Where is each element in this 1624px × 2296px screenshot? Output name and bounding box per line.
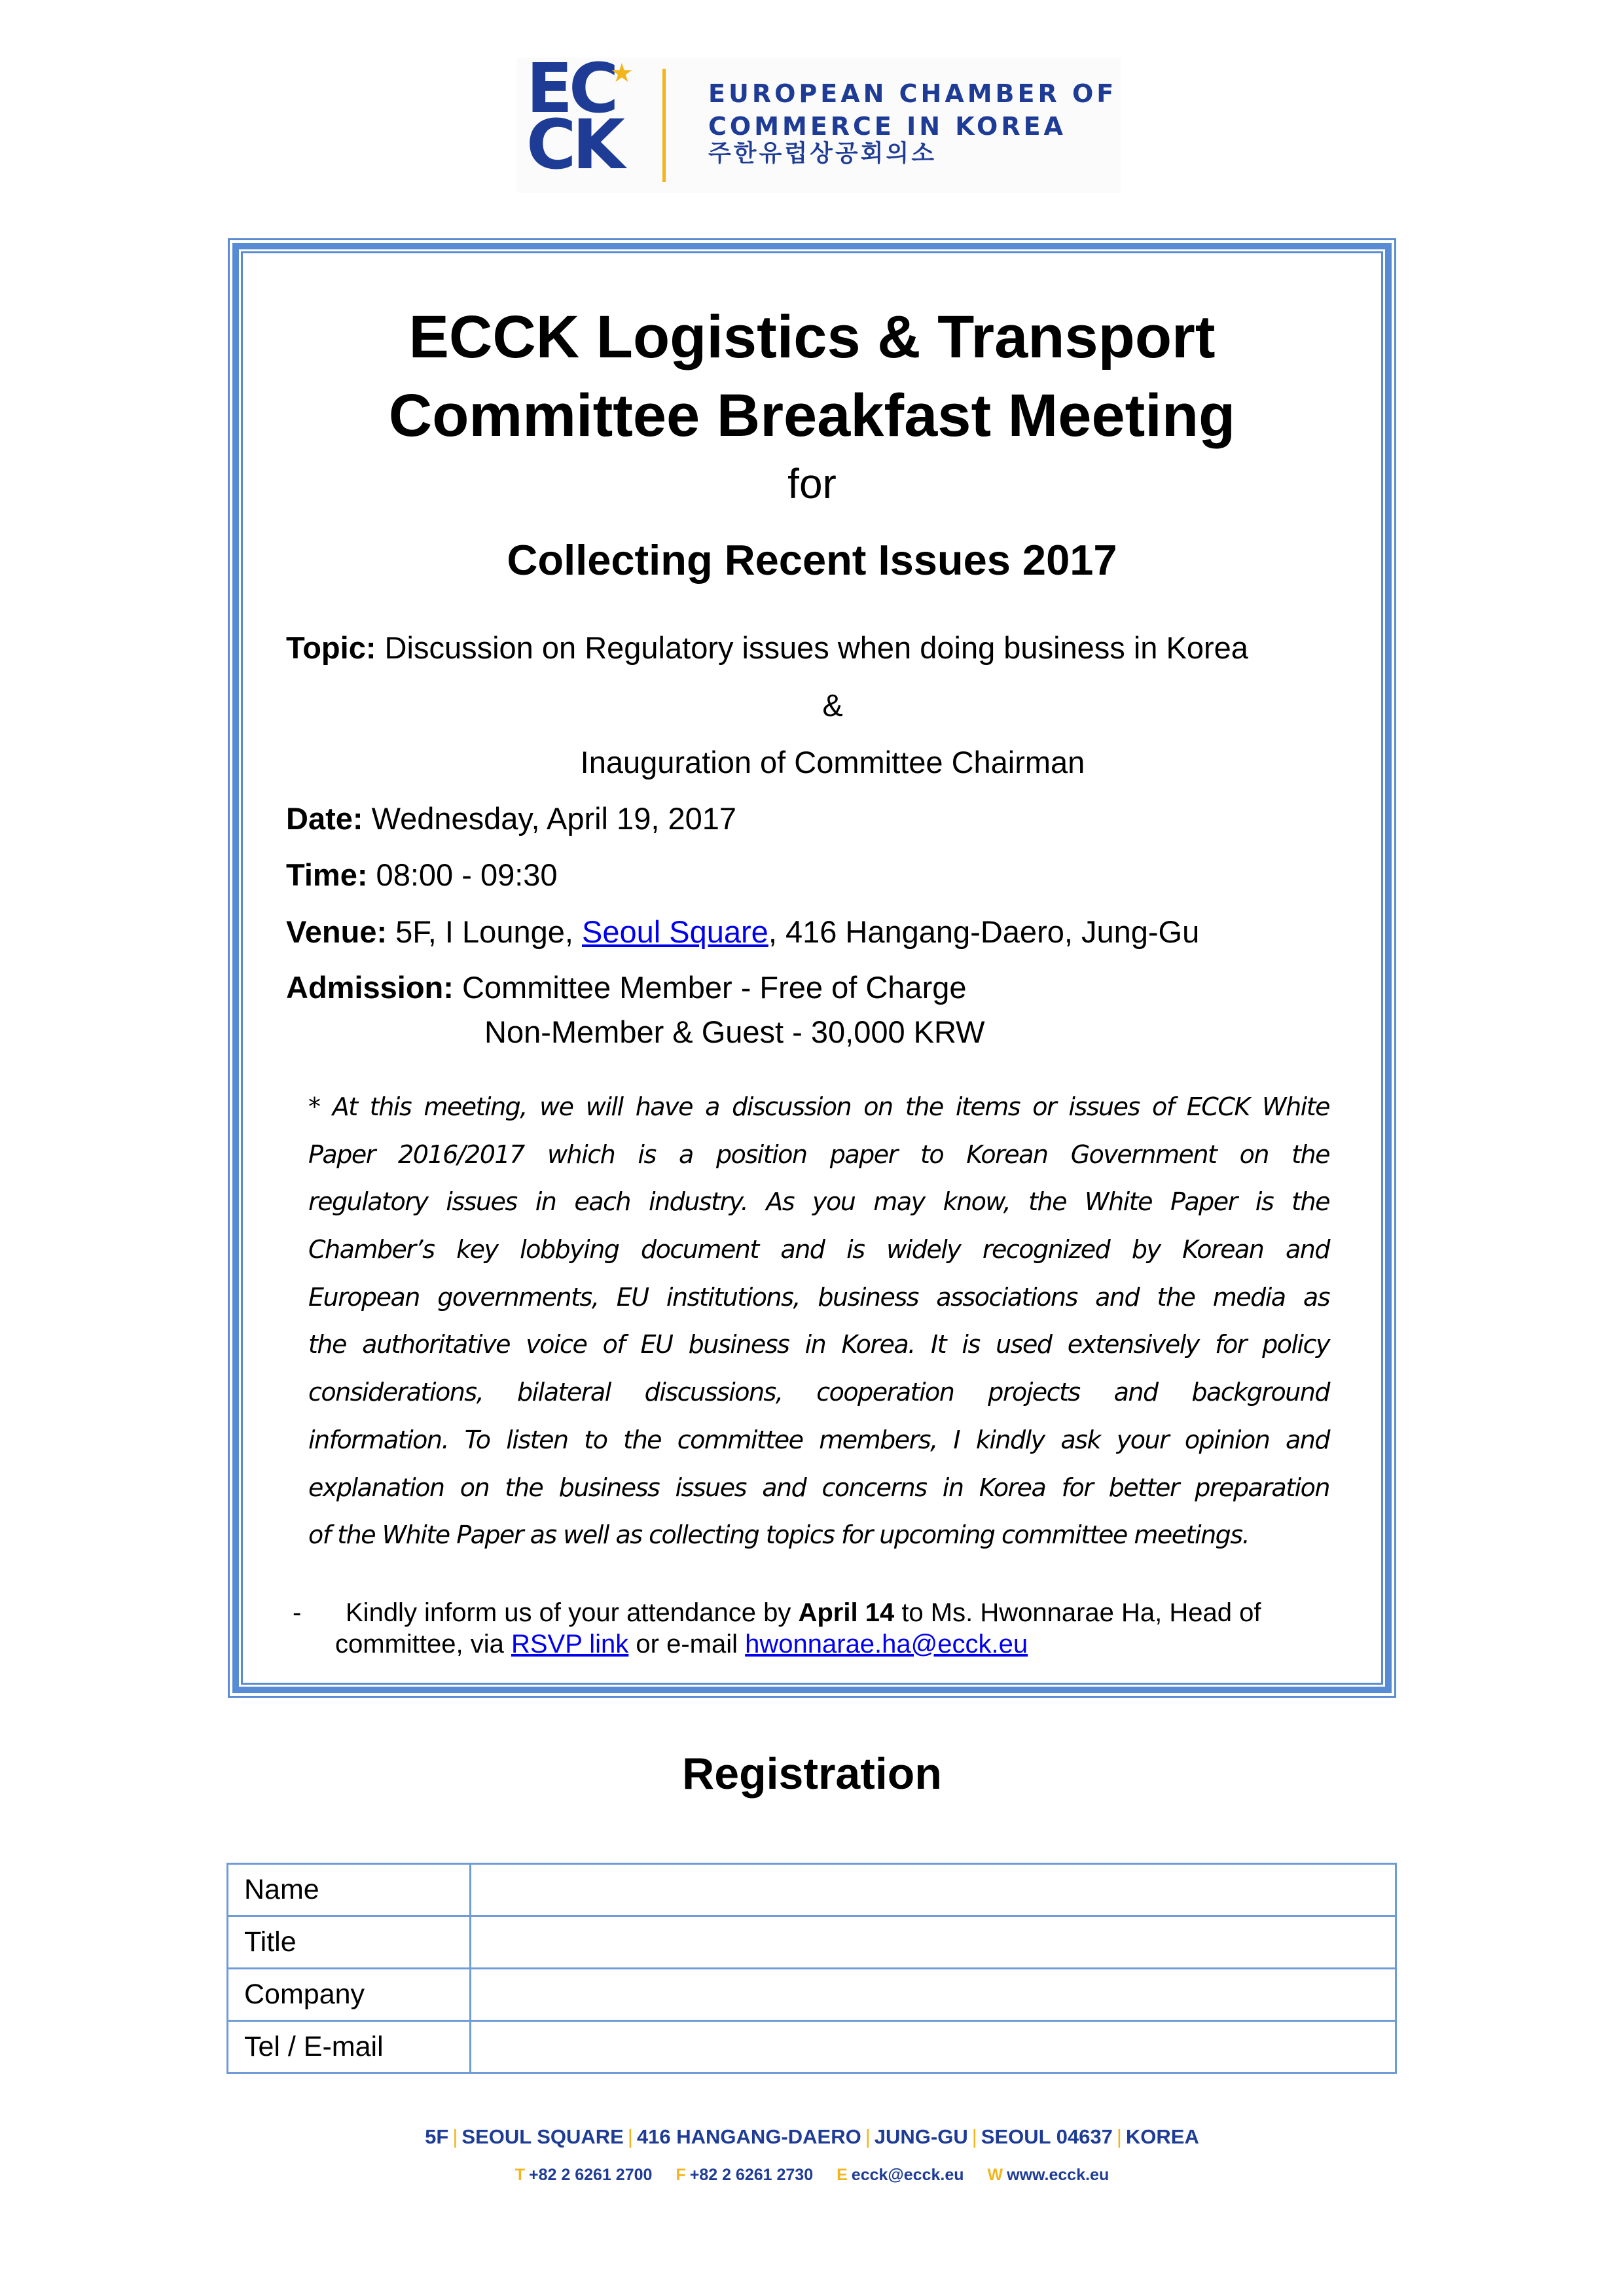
separator: | — [971, 2125, 977, 2148]
phone-value: +82 2 6261 2700 — [529, 2166, 653, 2184]
note-line: * At this meeting, we will have a discussion on the items or issues of ECCK White — [308, 1092, 1329, 1121]
note-line: considerations, bilateral discussions, cooperation projects and background — [308, 1378, 1329, 1407]
fax-value: +82 2 6261 2730 — [689, 2166, 814, 2184]
fax-key: F — [676, 2166, 686, 2184]
web-key: W — [987, 2166, 1003, 2184]
venue-link[interactable]: Seoul Square — [582, 914, 768, 949]
note-line: information. To listen to the committee members, I kindly ask your opinion and — [308, 1425, 1329, 1454]
note-line: the authoritative voice of EU business in Korea. It is used extensively for policy — [308, 1330, 1329, 1359]
time-value: 08:00 - 09:30 — [367, 857, 558, 892]
rsvp-link[interactable]: RSVP link — [511, 1630, 629, 1659]
logo-monogram-top: EC — [526, 48, 615, 128]
contact-field[interactable] — [471, 2021, 1396, 2073]
footer-address — [0, 2124, 1624, 2150]
admission-label: Admission: — [286, 970, 454, 1005]
date-value: Wednesday, April 19, 2017 — [363, 801, 737, 836]
name-field[interactable] — [471, 1864, 1396, 1916]
footer-email[interactable]: ecck@ecck.eu — [851, 2166, 964, 2184]
topic-ampersand: & — [822, 688, 843, 723]
venue-label: Venue: — [286, 914, 388, 949]
logo-name-line1: EUROPEAN CHAMBER OF — [708, 79, 1117, 108]
table-row — [228, 1969, 1396, 2021]
logo-name-korean: 주한유럽상공회의소 — [708, 140, 937, 167]
table-row — [228, 1916, 1396, 1969]
meeting-note — [308, 1083, 1329, 1559]
note-line: Chamber’s key lobbying document and is widely recognized by Korean and — [308, 1235, 1329, 1265]
time-line — [286, 855, 558, 895]
table-row — [228, 1864, 1396, 1916]
admission-member: Committee Member - Free of Charge — [453, 970, 967, 1005]
date-line — [286, 799, 736, 838]
topic-value: Discussion on Regulatory issues when doing business in Korea — [376, 630, 1248, 665]
note-line: explanation on the business issues and concerns in Korea for better preparation — [308, 1473, 1329, 1502]
venue-prefix: 5F, I Lounge, — [387, 914, 582, 949]
admission-nonmember: Non-Member & Guest - 30,000 KRW — [484, 1014, 985, 1049]
topic-extra: Inauguration of Committee Chairman — [580, 745, 1085, 780]
note-line: of the White Paper as well as collecting topics for upcoming committee meetings. — [308, 1520, 1250, 1550]
time-label: Time: — [286, 857, 368, 892]
rsvp-line1 — [346, 1597, 1261, 1628]
topic-label: Topic: — [286, 630, 376, 665]
rsvp-text2: to Ms. Hwonnarae Ha, Head of — [894, 1598, 1261, 1627]
ecck-logo — [517, 48, 1121, 193]
email-link[interactable]: hwonnarae.ha@ecck.eu — [745, 1630, 1028, 1659]
phone-key: T — [514, 2166, 526, 2184]
rsvp-text4: or e-mail — [628, 1630, 746, 1659]
logo-monogram-bottom: CK — [526, 105, 621, 185]
venue-line — [286, 912, 1199, 952]
topic-line — [286, 628, 1248, 668]
row-label: Company — [228, 1969, 471, 2021]
address-part: SEOUL SQUARE — [461, 2125, 624, 2148]
rsvp-deadline: April 14 — [798, 1598, 895, 1627]
address-part: 416 HANGANG-DAERO — [636, 2125, 861, 2148]
row-label: Title — [228, 1916, 471, 1969]
company-field[interactable] — [471, 1969, 1396, 2021]
separator: | — [865, 2125, 871, 2148]
registration-title: Registration — [682, 1749, 942, 1799]
address-part: SEOUL 04637 — [981, 2125, 1113, 2148]
logo-name-line2: COMMERCE IN KOREA — [708, 112, 1066, 141]
email-key: E — [837, 2166, 848, 2184]
registration-table — [226, 1863, 1397, 2074]
row-label: Name — [228, 1864, 471, 1916]
event-title-line2: Committee Breakfast Meeting — [388, 382, 1236, 449]
note-line: Paper 2016/2017 which is a position paper to Korean Government on the — [308, 1139, 1329, 1169]
address-part: 5F — [425, 2125, 449, 2148]
rsvp-dash: - — [293, 1598, 302, 1627]
note-line: European governments, EU institutions, business associations and the media as — [308, 1282, 1329, 1312]
event-subtitle: Collecting Recent Issues 2017 — [507, 536, 1117, 584]
date-label: Date: — [286, 801, 363, 836]
footer-website[interactable]: www.ecck.eu — [1007, 2166, 1110, 2184]
venue-suffix: , 416 Hangang-Daero, Jung-Gu — [768, 914, 1200, 949]
title-field[interactable] — [471, 1916, 1396, 1969]
address-part: KOREA — [1125, 2125, 1199, 2148]
row-label: Tel / E-mail — [228, 2021, 471, 2073]
separator: | — [1116, 2125, 1122, 2148]
event-for: for — [787, 460, 837, 507]
table-row — [228, 2021, 1396, 2073]
admission-line — [286, 968, 967, 1007]
rsvp-text1: Kindly inform us of your attendance by — [346, 1598, 799, 1627]
rsvp-line2 — [335, 1628, 1028, 1660]
note-line: regulatory issues in each industry. As you may know, the White Paper is the — [308, 1187, 1329, 1217]
separator: | — [452, 2125, 458, 2148]
address-part: JUNG-GU — [874, 2125, 968, 2148]
logo-divider — [662, 69, 666, 182]
separator: | — [627, 2125, 633, 2148]
rsvp-text3: committee, via — [335, 1630, 511, 1659]
footer-contacts — [0, 2163, 1624, 2187]
event-title-line1: ECCK Logistics & Transport — [408, 304, 1216, 370]
star-icon: ★ — [610, 59, 634, 88]
